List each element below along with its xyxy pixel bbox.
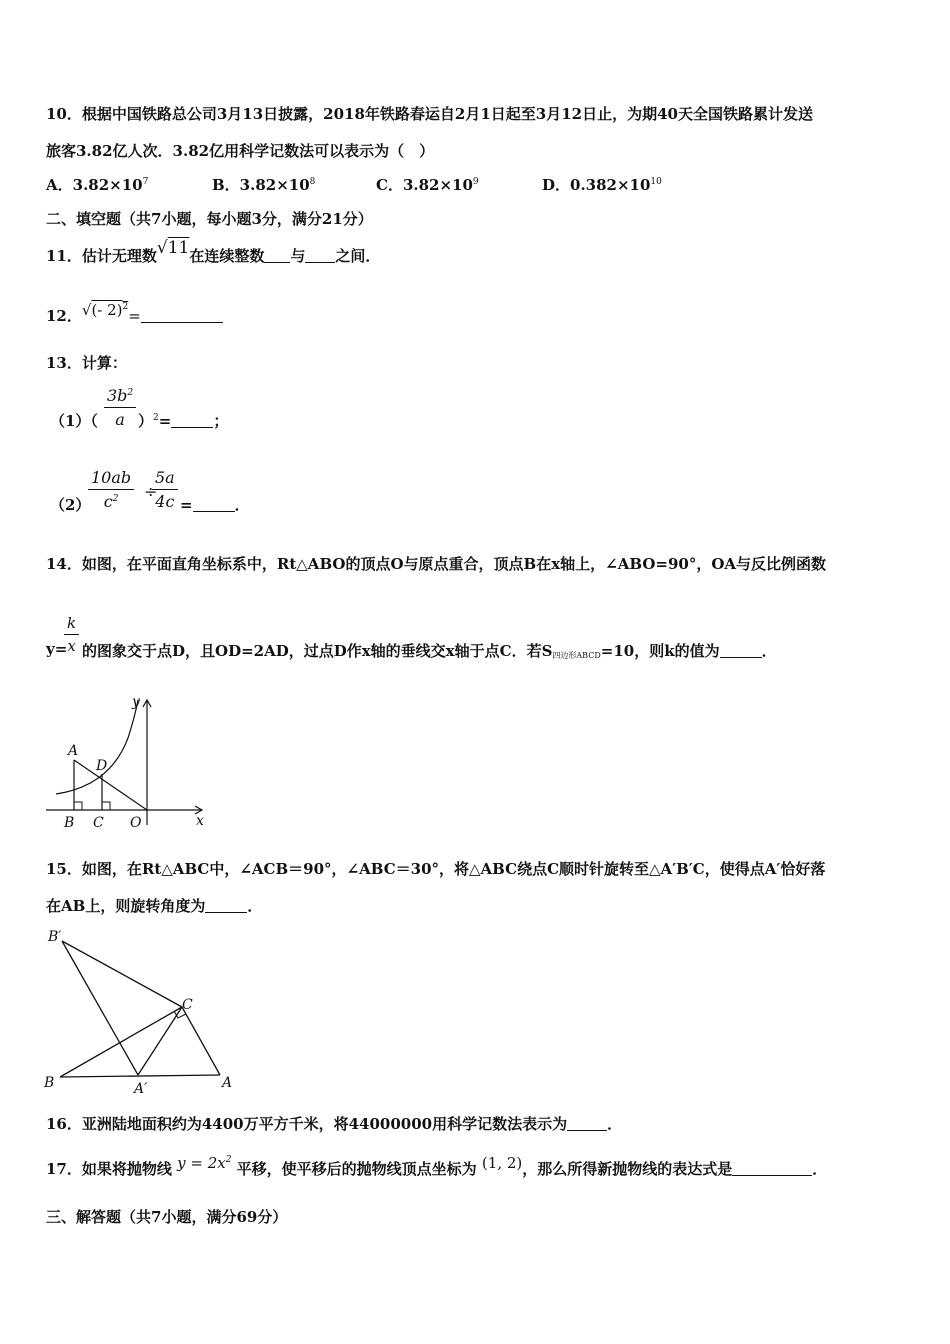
- q14-k-over-x: $\frac{k}{x}$: [64, 614, 79, 655]
- q15-line1: 15．如图，在Rt△ABC中，∠ACB＝90°，∠ABC＝30°，将△ABC绕点C顺时针旋转至△A′B′C，使得点A′恰好落: [46, 860, 826, 878]
- q17: 17．如果将抛物线 $y = 2x^2$ 平移，使平移后的抛物线顶点坐标为 (1, 2)，那么所得新抛物线的表达式是 ．: [46, 1154, 828, 1178]
- q13-part2-fraction2: $\frac{5a}{4c}$: [152, 468, 178, 511]
- q16: 16．亚洲陆地面积约为4400万平方千米，将44000000用科学记数法表示为 ．: [46, 1115, 623, 1133]
- segment-a-prime-c: [138, 1007, 182, 1075]
- right-angle-c-icon: [102, 802, 110, 810]
- label-b: B: [64, 815, 75, 831]
- q15-line2: 在AB上，则旋转角度为 ．: [46, 897, 263, 915]
- label-a: A: [68, 743, 79, 759]
- q13-part2-divide-sign: ÷: [144, 482, 158, 501]
- label-d: D: [96, 758, 108, 774]
- q14-figure: [40, 690, 220, 840]
- label-c: C: [182, 997, 193, 1013]
- q10-option-b: B．$3.82\times 10^8$: [212, 176, 316, 194]
- q13-part2-label: （2）: [50, 496, 91, 514]
- q10-line2: 旅客3.82亿人次．3.82亿用科学记数法可以表示为（ ）: [46, 142, 435, 160]
- q13-part1-result: ）$^2$= ；: [138, 412, 229, 430]
- q12: 12．√(- 2)$^2$=: [46, 305, 223, 326]
- q13-part1-label: （1）（: [50, 412, 98, 430]
- q10-option-d: D．$0.382\times 10^{10}$: [542, 176, 662, 194]
- label-x: x: [196, 813, 204, 829]
- q14-line1: 14．如图，在平面直角坐标系中，Rt△ABO的顶点O与原点重合，顶点B在x轴上，∠ABO=90°，OA与反比例函数: [46, 555, 827, 573]
- segment-ca: [182, 1007, 220, 1075]
- label-c: C: [93, 815, 104, 831]
- section-3-heading: 三、解答题（共7小题，满分69分）: [46, 1208, 288, 1226]
- q13-title: 13．计算：: [46, 354, 127, 372]
- segment-ba: [60, 1075, 220, 1077]
- label-a: A: [222, 1075, 233, 1091]
- q11: 11．估计无理数√11在连续整数 与 之间．: [46, 238, 381, 265]
- q13-part2-result: = ．: [180, 496, 250, 514]
- q14-line2: 的图象交于点D，且OD=2AD，过点D作x轴的垂线交x轴于点C．若$S_{四边形ABCD}=10$，则k的值为 ．: [82, 642, 777, 660]
- label-a-prime: A′: [134, 1081, 148, 1095]
- segment-b-prime-a-prime: [62, 941, 138, 1075]
- q10-line1: 10．根据中国铁路总公司3月13日披露，2018年铁路春运自2月1日起至3月12日止，为期40天全国铁路累计发送: [46, 105, 813, 123]
- q15-figure: [40, 925, 240, 1095]
- label-b-prime: B′: [48, 929, 62, 945]
- segment-bc: [60, 1007, 182, 1077]
- q13-part1-fraction: $\frac{3b^2}{a}$: [104, 386, 136, 429]
- q13-part2-fraction1: $\frac{10ab}{c^2}$: [88, 468, 134, 511]
- section-2-heading: 二、填空题（共7小题，每小题3分，满分21分）: [46, 210, 373, 228]
- right-angle-b-icon: [74, 802, 82, 810]
- q10-option-a: A．$3.82\times 10^7$: [46, 176, 149, 194]
- label-y: y: [132, 694, 140, 710]
- q14-y-prefix: y=: [46, 640, 68, 658]
- label-b: B: [44, 1075, 55, 1091]
- q10-option-c: C．$3.82\times 10^9$: [376, 176, 479, 194]
- label-o: O: [130, 815, 142, 831]
